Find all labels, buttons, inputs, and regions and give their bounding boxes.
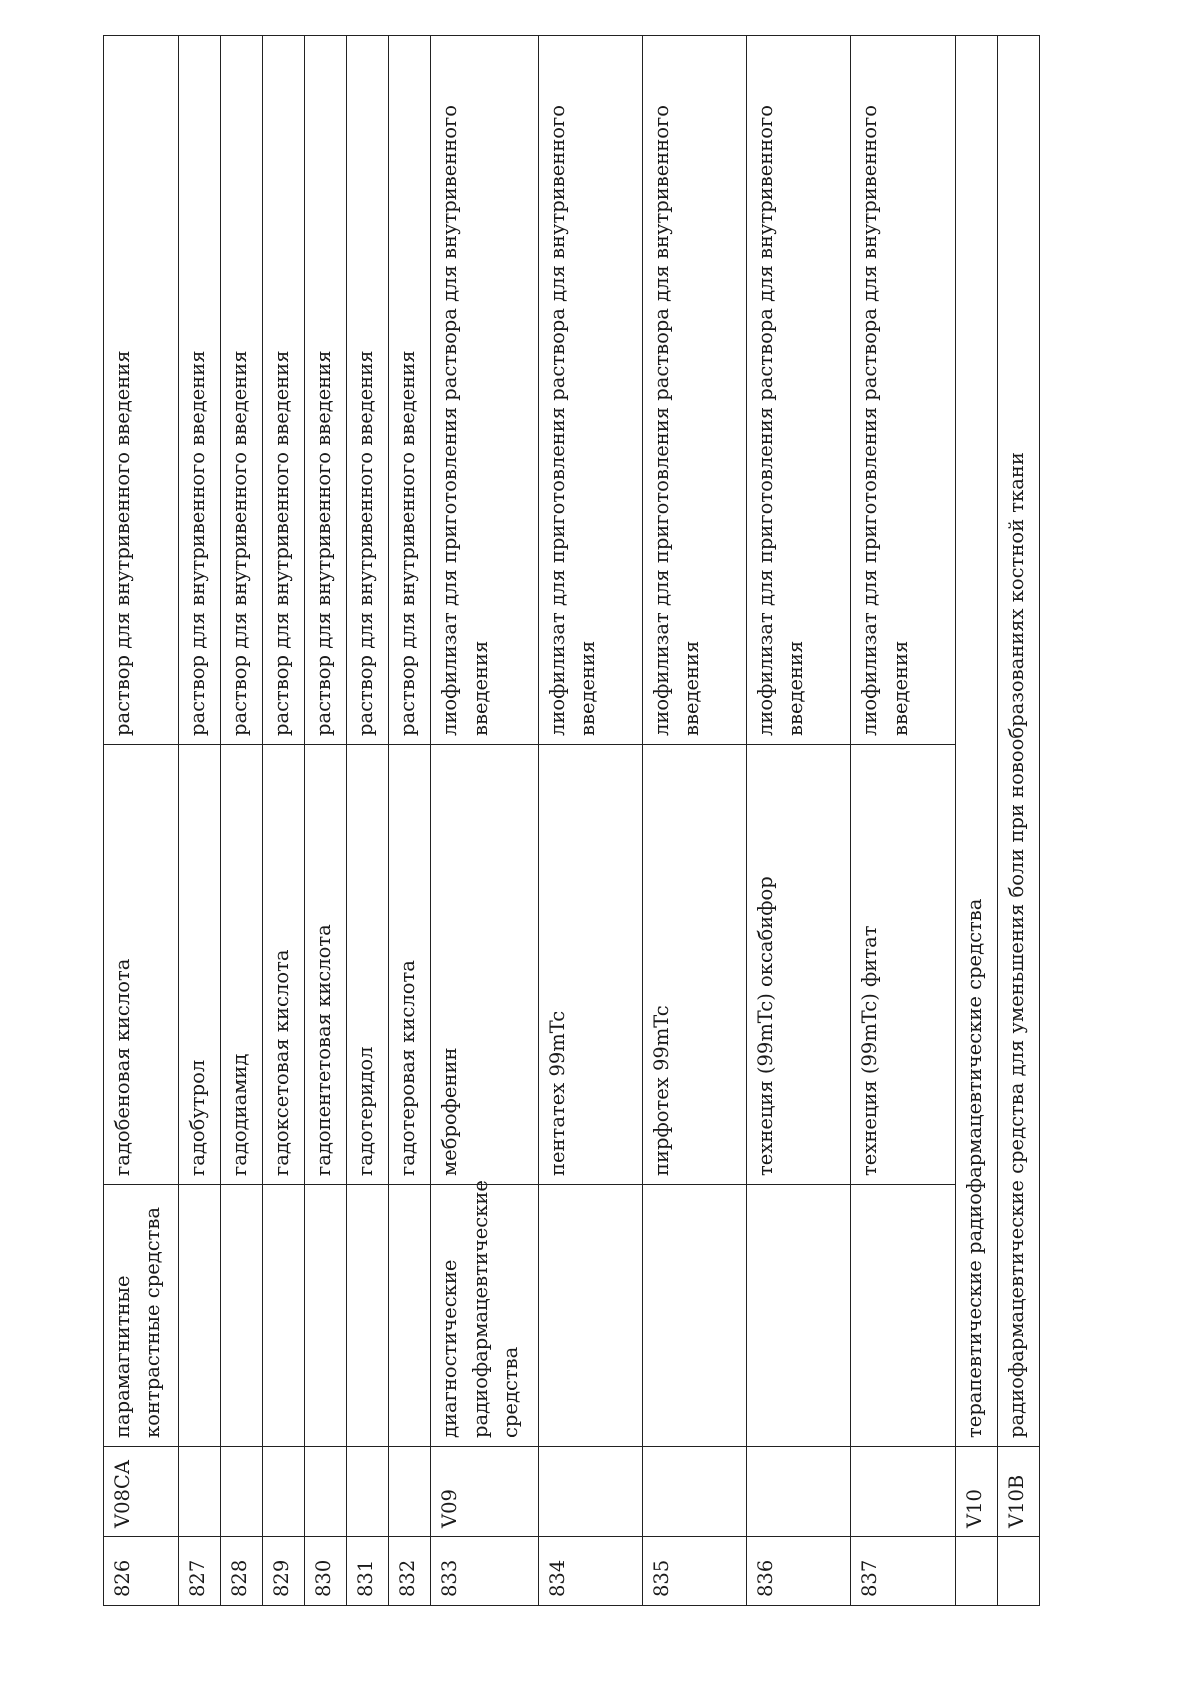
- atc-code: [178, 1447, 220, 1537]
- dosage-form: раствор для внутривенного введения: [178, 36, 220, 745]
- atc-code: V10: [955, 1447, 997, 1537]
- table-row: [538, 36, 642, 1606]
- table-row: [642, 36, 746, 1606]
- atc-code: V10B: [997, 1447, 1039, 1537]
- table-row: [305, 36, 347, 1606]
- atc-code: [851, 1447, 955, 1537]
- drug-name: гадобеновая кислота: [104, 745, 179, 1185]
- row-number: 828: [220, 1537, 262, 1606]
- dosage-form: лиофилизат для приготовления раствора для внутривенного введения: [431, 36, 538, 745]
- dosage-form: раствор для внутривенного введения: [220, 36, 262, 745]
- table-row: [997, 36, 1039, 1606]
- row-number: 829: [262, 1537, 304, 1606]
- row-number: 834: [538, 1537, 642, 1606]
- dosage-form: раствор для внутривенного введения: [104, 36, 179, 745]
- group-heading: радиофармацевтические средства для уменьшения боли при новообразованиях костной ткани: [997, 36, 1039, 1447]
- table-row: [347, 36, 389, 1606]
- atc-code: [747, 1447, 851, 1537]
- table-row: [104, 36, 179, 1606]
- drug-list-table: [103, 35, 1040, 1606]
- atc-code: [305, 1447, 347, 1537]
- pharmacological-group: [389, 1185, 431, 1447]
- row-number: 835: [642, 1537, 746, 1606]
- atc-code: [220, 1447, 262, 1537]
- drug-name: гадотеридол: [347, 745, 389, 1185]
- pharmacological-group: [178, 1185, 220, 1447]
- drug-name: технеция (99mTc) фитат: [851, 745, 955, 1185]
- pharmacological-group: [642, 1185, 746, 1447]
- table-row: [747, 36, 851, 1606]
- rotated-document-page: [103, 36, 1040, 1606]
- atc-code: [538, 1447, 642, 1537]
- dosage-form: раствор для внутривенного введения: [262, 36, 304, 745]
- table-row: [262, 36, 304, 1606]
- row-number: 827: [178, 1537, 220, 1606]
- pharmacological-group: [262, 1185, 304, 1447]
- drug-name: гадобутрол: [178, 745, 220, 1185]
- drug-name: пирфотех 99mTc: [642, 745, 746, 1185]
- pharmacological-group: [305, 1185, 347, 1447]
- pharmacological-group: [538, 1185, 642, 1447]
- dosage-form: раствор для внутривенного введения: [389, 36, 431, 745]
- pharmacological-group: парамагнитные контрастные средства: [104, 1185, 179, 1447]
- row-number: 826: [104, 1537, 179, 1606]
- table-row: [851, 36, 955, 1606]
- dosage-form: раствор для внутривенного введения: [305, 36, 347, 745]
- atc-code: V08CA: [104, 1447, 179, 1537]
- row-number: 836: [747, 1537, 851, 1606]
- table-row: [220, 36, 262, 1606]
- drug-name: гадоксетовая кислота: [262, 745, 304, 1185]
- drug-name: гадодиамид: [220, 745, 262, 1185]
- dosage-form: лиофилизат для приготовления раствора для внутривенного введения: [747, 36, 851, 745]
- drug-name: гадотеровая кислота: [389, 745, 431, 1185]
- row-number: [955, 1537, 997, 1606]
- drug-name: технеция (99mTc) оксабифор: [747, 745, 851, 1185]
- drug-name: пентатех 99mTc: [538, 745, 642, 1185]
- atc-code: [347, 1447, 389, 1537]
- pharmacological-group: [747, 1185, 851, 1447]
- dosage-form: лиофилизат для приготовления раствора для внутривенного введения: [642, 36, 746, 745]
- dosage-form: раствор для внутривенного введения: [347, 36, 389, 745]
- pharmacological-group: [851, 1185, 955, 1447]
- row-number: [997, 1537, 1039, 1606]
- drug-name: меброфенин: [431, 745, 538, 1185]
- row-number: 830: [305, 1537, 347, 1606]
- atc-code: V09: [431, 1447, 538, 1537]
- row-number: 831: [347, 1537, 389, 1606]
- pharmacological-group: [347, 1185, 389, 1447]
- table-row: [178, 36, 220, 1606]
- row-number: 832: [389, 1537, 431, 1606]
- pharmacological-group: [220, 1185, 262, 1447]
- drug-name: гадопентетовая кислота: [305, 745, 347, 1185]
- row-number: 833: [431, 1537, 538, 1606]
- atc-code: [262, 1447, 304, 1537]
- atc-code: [642, 1447, 746, 1537]
- dosage-form: лиофилизат для приготовления раствора для внутривенного введения: [851, 36, 955, 745]
- group-heading: терапевтические радиофармацевтические средства: [955, 36, 997, 1447]
- table-row: [431, 36, 538, 1606]
- table-row: [955, 36, 997, 1606]
- row-number: 837: [851, 1537, 955, 1606]
- pharmacological-group: диагностические радиофармацевтические средства: [431, 1185, 538, 1447]
- table-row: [389, 36, 431, 1606]
- dosage-form: лиофилизат для приготовления раствора для внутривенного введения: [538, 36, 642, 745]
- atc-code: [389, 1447, 431, 1537]
